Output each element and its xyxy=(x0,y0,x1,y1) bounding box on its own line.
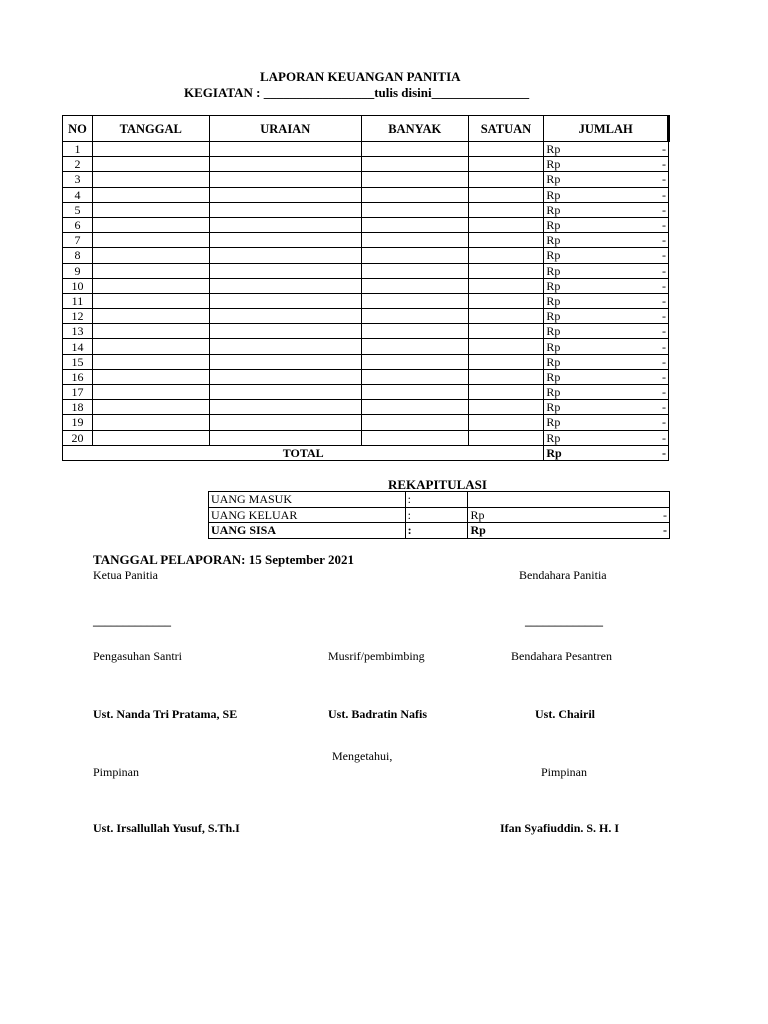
tanggal-cell xyxy=(92,263,209,278)
jumlah-cell xyxy=(544,172,669,187)
row-number: 1 xyxy=(63,142,93,157)
total-label: TOTAL xyxy=(63,445,544,460)
satuan-cell xyxy=(468,202,544,217)
banyak-cell xyxy=(361,202,468,217)
pimpinan-right-name: Ifan Syafiuddin. S. H. I xyxy=(500,821,620,835)
satuan-cell xyxy=(468,400,544,415)
currency-label: Rp xyxy=(546,142,561,157)
col-header-satuan: SATUAN xyxy=(468,116,544,142)
musrif-name: Ust. Badratin Nafis xyxy=(328,707,428,721)
jumlah-cell xyxy=(544,324,669,339)
tanggal-cell xyxy=(92,369,209,384)
tanggal-cell xyxy=(92,309,209,324)
amount-value: - xyxy=(662,157,666,172)
satuan-cell xyxy=(468,430,544,445)
row-number: 14 xyxy=(63,339,93,354)
amount-value: - xyxy=(662,415,666,430)
table-row xyxy=(63,309,669,324)
jumlah-cell xyxy=(544,217,669,232)
recap-colon: : xyxy=(405,523,468,539)
jumlah-cell xyxy=(544,233,669,248)
tanggal-cell xyxy=(92,233,209,248)
row-number: 17 xyxy=(63,385,93,400)
col-header-banyak: BANYAK xyxy=(361,116,468,142)
uraian-cell xyxy=(209,278,361,293)
table-header-row xyxy=(63,116,669,142)
col-header-no: NO xyxy=(63,116,93,142)
banyak-cell xyxy=(361,293,468,308)
tanggal-cell xyxy=(92,293,209,308)
report-title: LAPORAN KEUANGAN PANITIA xyxy=(260,69,461,84)
recap-colon: : xyxy=(405,507,468,523)
recap-value: - xyxy=(663,523,667,538)
jumlah-cell xyxy=(544,187,669,202)
jumlah-cell xyxy=(544,415,669,430)
satuan-cell xyxy=(468,187,544,202)
col-header-uraian: URAIAN xyxy=(209,116,361,142)
table-row xyxy=(63,202,669,217)
recap-amount xyxy=(468,492,670,508)
amount-value: - xyxy=(662,309,666,324)
amount-value: - xyxy=(662,248,666,263)
musrif-role: Musrif/pembimbing xyxy=(328,649,425,663)
table-row xyxy=(63,157,669,172)
uraian-cell xyxy=(209,263,361,278)
satuan-cell xyxy=(468,385,544,400)
table-row xyxy=(63,415,669,430)
row-number: 15 xyxy=(63,354,93,369)
tanggal-cell xyxy=(92,248,209,263)
signature-line-left: _____________ xyxy=(93,614,171,628)
bendahara-pesantren-role: Bendahara Pesantren xyxy=(511,649,612,663)
banyak-cell xyxy=(361,233,468,248)
currency-label: Rp xyxy=(546,385,561,400)
amount-value: - xyxy=(662,233,666,248)
jumlah-cell xyxy=(544,142,669,157)
table-row xyxy=(63,293,669,308)
uraian-cell xyxy=(209,415,361,430)
recap-row-masuk xyxy=(209,492,670,508)
currency-label: Rp xyxy=(546,339,561,354)
table-row xyxy=(63,233,669,248)
recap-title: REKAPITULASI xyxy=(388,477,487,492)
tanggal-cell xyxy=(92,415,209,430)
recap-label: UANG SISA xyxy=(209,523,406,539)
tanggal-cell xyxy=(92,339,209,354)
banyak-cell xyxy=(361,400,468,415)
total-amount xyxy=(544,445,669,460)
recap-table xyxy=(208,491,670,539)
recap-row-sisa xyxy=(209,523,670,539)
currency-label: Rp xyxy=(546,415,561,430)
banyak-cell xyxy=(361,278,468,293)
report-date: TANGGAL PELAPORAN: 15 September 2021 xyxy=(93,552,354,567)
total-value: - xyxy=(662,445,666,460)
satuan-cell xyxy=(468,369,544,384)
satuan-cell xyxy=(468,354,544,369)
banyak-cell xyxy=(361,172,468,187)
recap-currency: Rp xyxy=(470,523,486,538)
row-number: 8 xyxy=(63,248,93,263)
row-number: 5 xyxy=(63,202,93,217)
currency-label: Rp xyxy=(546,369,561,384)
row-number: 13 xyxy=(63,324,93,339)
amount-value: - xyxy=(662,385,666,400)
bendahara-pesantren-name: Ust. Chairil xyxy=(535,707,595,721)
row-number: 4 xyxy=(63,187,93,202)
jumlah-cell xyxy=(544,354,669,369)
satuan-cell xyxy=(468,142,544,157)
amount-value: - xyxy=(662,263,666,278)
banyak-cell xyxy=(361,415,468,430)
satuan-cell xyxy=(468,172,544,187)
uraian-cell xyxy=(209,172,361,187)
table-row xyxy=(63,278,669,293)
amount-value: - xyxy=(662,187,666,202)
recap-amount xyxy=(468,507,670,523)
currency-label: Rp xyxy=(546,157,561,172)
currency-label: Rp xyxy=(546,187,561,202)
currency-label: Rp xyxy=(546,172,561,187)
row-number: 20 xyxy=(63,430,93,445)
uraian-cell xyxy=(209,354,361,369)
currency-label: Rp xyxy=(546,324,561,339)
tanggal-cell xyxy=(92,187,209,202)
amount-value: - xyxy=(662,369,666,384)
row-number: 3 xyxy=(63,172,93,187)
table-row xyxy=(63,217,669,232)
jumlah-cell xyxy=(544,400,669,415)
tanggal-cell xyxy=(92,217,209,232)
tanggal-cell xyxy=(92,385,209,400)
uraian-cell xyxy=(209,157,361,172)
bendahara-role: Bendahara Panitia xyxy=(519,568,607,582)
table-row xyxy=(63,400,669,415)
satuan-cell xyxy=(468,309,544,324)
tanggal-cell xyxy=(92,324,209,339)
banyak-cell xyxy=(361,217,468,232)
tanggal-cell xyxy=(92,400,209,415)
tanggal-cell xyxy=(92,354,209,369)
tanggal-cell xyxy=(92,430,209,445)
amount-value: - xyxy=(662,202,666,217)
uraian-cell xyxy=(209,248,361,263)
currency-label: Rp xyxy=(546,293,561,308)
row-number: 6 xyxy=(63,217,93,232)
uraian-cell xyxy=(209,400,361,415)
row-number: 2 xyxy=(63,157,93,172)
tanggal-cell xyxy=(92,142,209,157)
signature-line-right: _____________ xyxy=(525,614,603,628)
ketua-role: Ketua Panitia xyxy=(93,568,158,582)
pimpinan-right-role: Pimpinan xyxy=(541,765,588,779)
uraian-cell xyxy=(209,202,361,217)
total-row xyxy=(63,445,669,460)
amount-value: - xyxy=(662,430,666,445)
uraian-cell xyxy=(209,233,361,248)
currency-label: Rp xyxy=(546,430,561,445)
amount-value: - xyxy=(662,218,666,233)
uraian-cell xyxy=(209,339,361,354)
amount-value: - xyxy=(662,339,666,354)
banyak-cell xyxy=(361,430,468,445)
recap-label: UANG MASUK xyxy=(209,492,406,508)
satuan-cell xyxy=(468,263,544,278)
pengasuhan-role: Pengasuhan Santri xyxy=(93,649,182,663)
mengetahui-label: Mengetahui, xyxy=(332,749,393,763)
col-header-tanggal: TANGGAL xyxy=(92,116,209,142)
table-row xyxy=(63,142,669,157)
banyak-cell xyxy=(361,187,468,202)
amount-value: - xyxy=(662,293,666,308)
recap-value: - xyxy=(663,507,667,522)
table-row xyxy=(63,369,669,384)
satuan-cell xyxy=(468,278,544,293)
total-currency: Rp xyxy=(546,445,562,460)
banyak-cell xyxy=(361,309,468,324)
banyak-cell xyxy=(361,142,468,157)
banyak-cell xyxy=(361,385,468,400)
table-row xyxy=(63,263,669,278)
currency-label: Rp xyxy=(546,278,561,293)
jumlah-cell xyxy=(544,369,669,384)
row-number: 10 xyxy=(63,278,93,293)
satuan-cell xyxy=(468,217,544,232)
finance-table xyxy=(62,115,670,461)
table-row xyxy=(63,339,669,354)
uraian-cell xyxy=(209,217,361,232)
table-row xyxy=(63,248,669,263)
satuan-cell xyxy=(468,339,544,354)
jumlah-cell xyxy=(544,263,669,278)
currency-label: Rp xyxy=(546,400,561,415)
amount-value: - xyxy=(662,324,666,339)
pimpinan-left-role: Pimpinan xyxy=(93,765,140,779)
row-number: 18 xyxy=(63,400,93,415)
banyak-cell xyxy=(361,263,468,278)
jumlah-cell xyxy=(544,339,669,354)
row-number: 12 xyxy=(63,309,93,324)
recap-label: UANG KELUAR xyxy=(209,507,406,523)
col-header-jumlah: JUMLAH xyxy=(544,116,669,142)
tanggal-cell xyxy=(92,278,209,293)
banyak-cell xyxy=(361,157,468,172)
row-number: 7 xyxy=(63,233,93,248)
table-row xyxy=(63,354,669,369)
jumlah-cell xyxy=(544,248,669,263)
uraian-cell xyxy=(209,324,361,339)
amount-value: - xyxy=(662,400,666,415)
uraian-cell xyxy=(209,142,361,157)
activity-line: KEGIATAN : _________________tulis disini_______________ xyxy=(184,85,530,100)
satuan-cell xyxy=(468,293,544,308)
tanggal-cell xyxy=(92,202,209,217)
satuan-cell xyxy=(468,233,544,248)
satuan-cell xyxy=(468,415,544,430)
currency-label: Rp xyxy=(546,354,561,369)
jumlah-cell xyxy=(544,430,669,445)
banyak-cell xyxy=(361,369,468,384)
jumlah-cell xyxy=(544,309,669,324)
row-number: 11 xyxy=(63,293,93,308)
amount-value: - xyxy=(662,142,666,157)
uraian-cell xyxy=(209,309,361,324)
jumlah-cell xyxy=(544,157,669,172)
uraian-cell xyxy=(209,369,361,384)
currency-label: Rp xyxy=(546,202,561,217)
table-row xyxy=(63,324,669,339)
banyak-cell xyxy=(361,248,468,263)
banyak-cell xyxy=(361,354,468,369)
table-row xyxy=(63,172,669,187)
pengasuhan-name: Ust. Nanda Tri Pratama, SE xyxy=(93,707,238,721)
satuan-cell xyxy=(468,324,544,339)
jumlah-cell xyxy=(544,385,669,400)
tanggal-cell xyxy=(92,172,209,187)
jumlah-cell xyxy=(544,278,669,293)
table-row xyxy=(63,385,669,400)
currency-label: Rp xyxy=(546,309,561,324)
amount-value: - xyxy=(662,278,666,293)
currency-label: Rp xyxy=(546,233,561,248)
uraian-cell xyxy=(209,187,361,202)
recap-colon: : xyxy=(405,492,468,508)
row-number: 16 xyxy=(63,369,93,384)
uraian-cell xyxy=(209,430,361,445)
recap-row-keluar xyxy=(209,507,670,523)
jumlah-cell xyxy=(544,293,669,308)
banyak-cell xyxy=(361,324,468,339)
table-row xyxy=(63,187,669,202)
banyak-cell xyxy=(361,339,468,354)
amount-value: - xyxy=(662,172,666,187)
pimpinan-left-name: Ust. Irsallullah Yusuf, S.Th.I xyxy=(93,821,240,835)
currency-label: Rp xyxy=(546,248,561,263)
amount-value: - xyxy=(662,354,666,369)
satuan-cell xyxy=(468,248,544,263)
currency-label: Rp xyxy=(546,263,561,278)
recap-amount xyxy=(468,523,670,539)
satuan-cell xyxy=(468,157,544,172)
recap-currency: Rp xyxy=(470,507,485,522)
jumlah-cell xyxy=(544,202,669,217)
table-row xyxy=(63,430,669,445)
tanggal-cell xyxy=(92,157,209,172)
uraian-cell xyxy=(209,293,361,308)
row-number: 9 xyxy=(63,263,93,278)
currency-label: Rp xyxy=(546,218,561,233)
uraian-cell xyxy=(209,385,361,400)
row-number: 19 xyxy=(63,415,93,430)
